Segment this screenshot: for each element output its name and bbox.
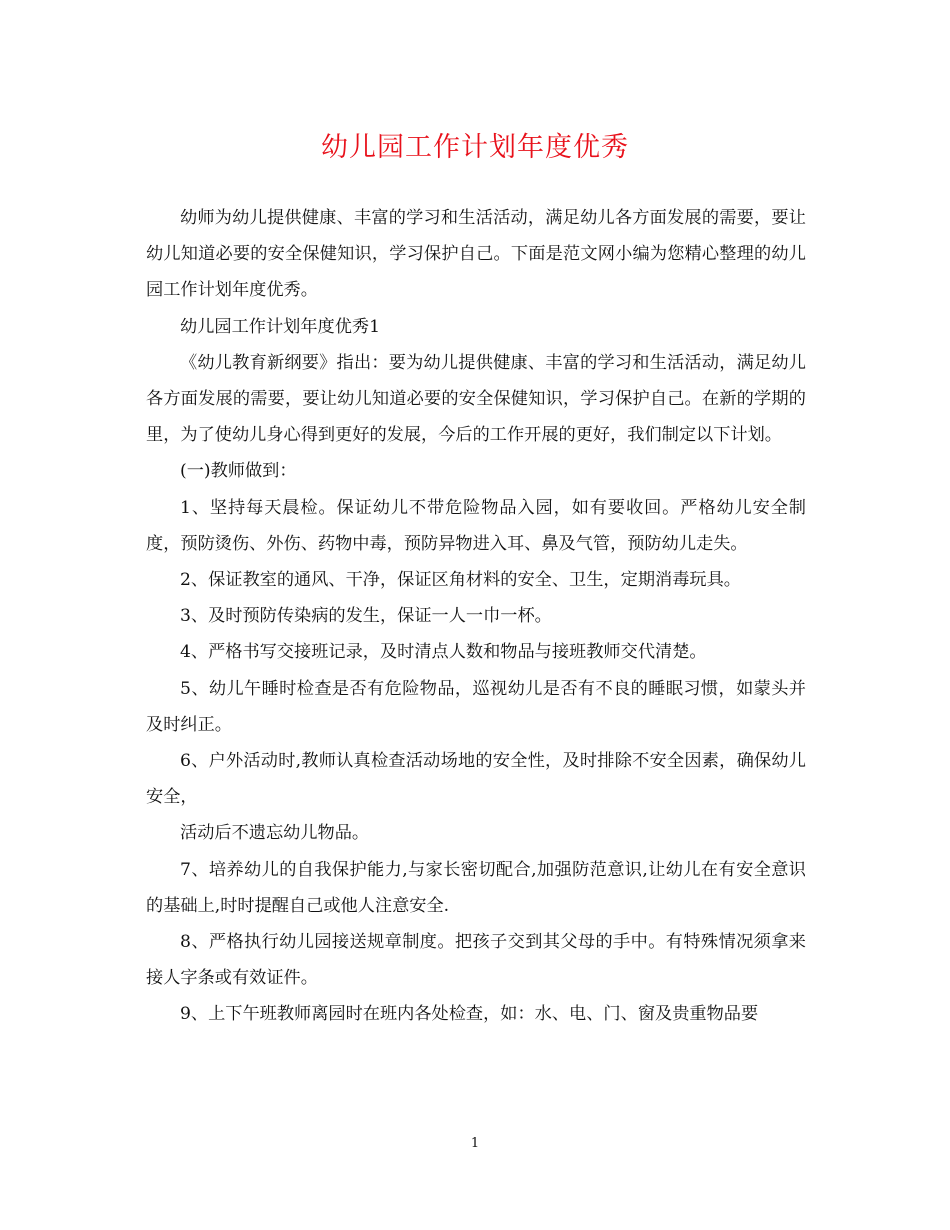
page-number: 1 [470, 1136, 480, 1151]
paragraph: 7、培养幼儿的自我保护能力,与家长密切配合,加强防范意识,让幼儿在有安全意识的基础上,时时提醒自己或他人注意安全. [146, 859, 806, 916]
paragraph: 9、上下午班教师离园时在班内各处检查，如：水、电、门、窗及贵重物品要 [180, 1004, 759, 1025]
paragraph: 5、幼儿午睡时检查是否有危险物品，巡视幼儿是否有不良的睡眠习惯，如蒙头并及时纠正。 [146, 678, 806, 735]
paragraph: 《幼儿教育新纲要》指出：要为幼儿提供健康、丰富的学习和生活活动，满足幼儿各方面发展的需要，要让幼儿知道必要的安全保健知识，学习保护自己。在新的学期的里，为了使幼儿身心得到更好的发展，今后的工作开展的更好，我们制定以下计划。 [146, 352, 806, 446]
paragraph: 6、户外活动时,教师认真检查活动场地的安全性，及时排除不安全因素，确保幼儿安全， [146, 751, 806, 808]
document-body [146, 200, 806, 1033]
paragraph: 活动后不遗忘幼儿物品。 [180, 823, 370, 844]
paragraph: (一)教师做到： [180, 461, 297, 482]
document-title: 幼儿园工作计划年度优秀 [321, 132, 629, 163]
paragraph: 幼师为幼儿提供健康、丰富的学习和生活活动，满足幼儿各方面发展的需要，要让幼儿知道必要的安全保健知识，学习保护自己。下面是范文网小编为您精心整理的幼儿园工作计划年度优秀。 [146, 208, 806, 301]
paragraph: 幼儿园工作计划年度优秀1 [180, 316, 380, 337]
paragraph: 4、严格书写交接班记录，及时清点人数和物品与接班教师交代清楚。 [180, 642, 707, 663]
paragraph: 8、严格执行幼儿园接送规章制度。把孩子交到其父母的手中。有特殊情况须拿来接人字条或有效证件。 [146, 932, 806, 989]
paragraph: 1、坚持每天晨检。保证幼儿不带危险物品入园，如有要收回。严格幼儿安全制度，预防烫伤、外伤、药物中毒，预防异物进入耳、鼻及气管，预防幼儿走失。 [146, 497, 806, 554]
paragraph: 2、保证教室的通风、干净，保证区角材料的安全、卫生，定期消毒玩具。 [180, 570, 741, 591]
paragraph: 3、及时预防传染病的发生，保证一人一巾一杯。 [180, 606, 552, 627]
